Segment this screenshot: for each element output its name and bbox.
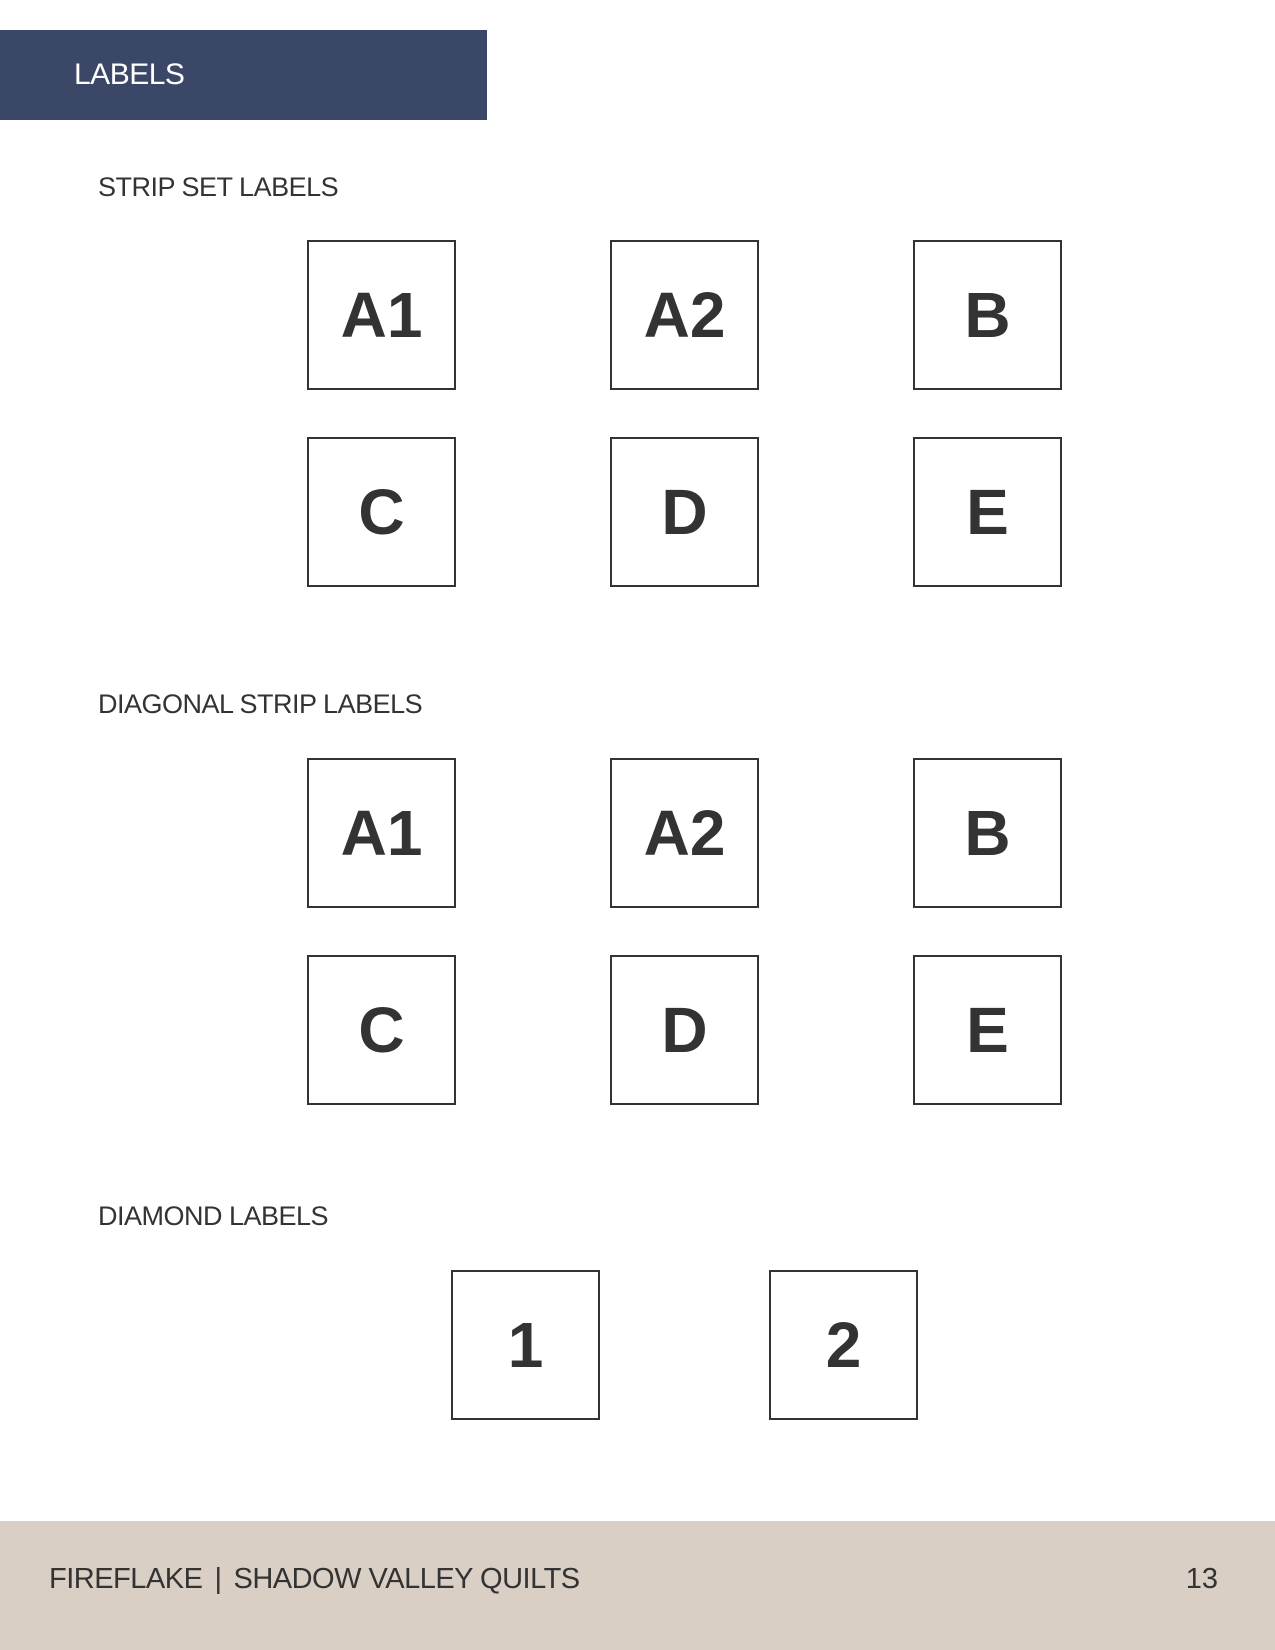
diagonal-strip-label-e: E — [913, 955, 1062, 1105]
strip-set-label-a1: A1 — [307, 240, 456, 390]
diagonal-strip-label-a2: A2 — [610, 758, 759, 908]
page-number: 13 — [1185, 1563, 1218, 1595]
strip-set-label-e: E — [913, 437, 1062, 587]
footer — [0, 1521, 1275, 1650]
header-banner — [0, 30, 487, 120]
footer-separator: | — [214, 1563, 222, 1595]
diagonal-strip-label-d: D — [610, 955, 759, 1105]
diamond-label-2: 2 — [769, 1270, 918, 1420]
strip-set-label-c: C — [307, 437, 456, 587]
strip-set-label-a2: A2 — [610, 240, 759, 390]
diagonal-strip-label-c: C — [307, 955, 456, 1105]
footer-credit — [49, 1563, 580, 1596]
strip-set-heading: STRIP SET LABELS — [98, 172, 339, 202]
strip-set-label-d: D — [610, 437, 759, 587]
diagonal-strip-label-a1: A1 — [307, 758, 456, 908]
diagonal-strip-heading: DIAGONAL STRIP LABELS — [98, 689, 423, 719]
pattern-name: FIREFLAKE — [49, 1563, 203, 1595]
strip-set-label-b: B — [913, 240, 1062, 390]
designer-name: SHADOW VALLEY QUILTS — [233, 1563, 580, 1595]
page-title: LABELS — [74, 58, 185, 91]
diagonal-strip-label-b: B — [913, 758, 1062, 908]
diamond-heading: DIAMOND LABELS — [98, 1201, 329, 1231]
diamond-label-1: 1 — [451, 1270, 600, 1420]
